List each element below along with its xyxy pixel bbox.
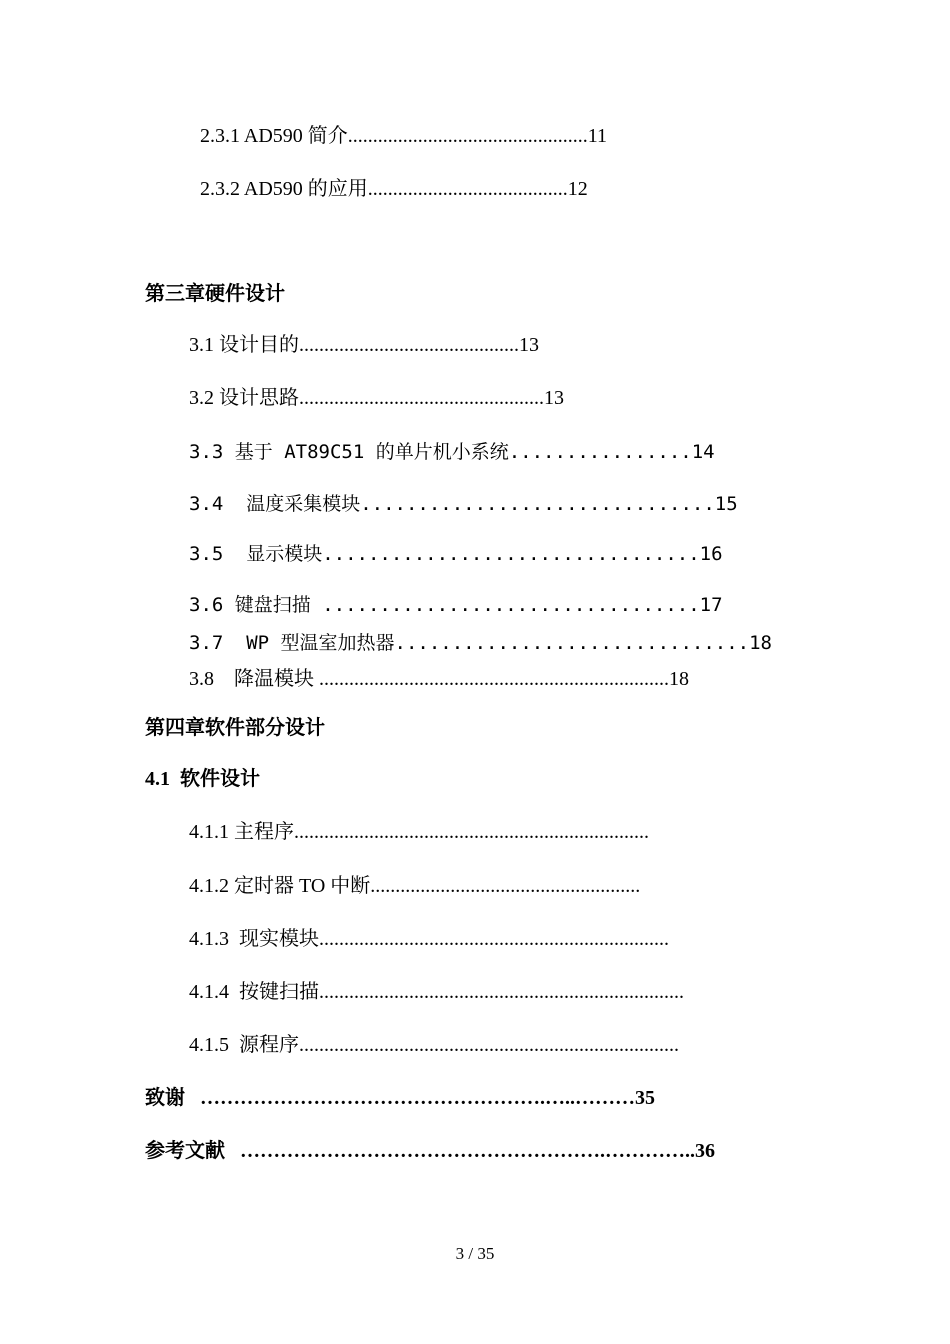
toc-chapter-4: 第四章软件部分设计 bbox=[145, 717, 325, 739]
toc-entry-4-1-4: 4.1.4 按键扫描......................................................................... bbox=[189, 981, 684, 1003]
toc-entry-3-1: 3.1 设计目的............................................13 bbox=[189, 334, 539, 356]
page-number: 3 / 35 bbox=[455, 1244, 495, 1263]
toc-entry-4-1-1: 4.1.1 主程序....................................................................... bbox=[189, 821, 649, 843]
toc-entry-4-1-5: 4.1.5 源程序............................................................................ bbox=[189, 1034, 679, 1056]
toc-entry-3-7: 3.7 WP 型温室加热器...............................18 bbox=[189, 632, 772, 654]
toc-entry-3-6: 3.6 键盘扫描 .................................17 bbox=[189, 594, 723, 616]
toc-entry-4-1-3: 4.1.3 现实模块...................................................................... bbox=[189, 928, 669, 950]
toc-entry-3-3: 3.3 基于 AT89C51 的单片机小系统................14 bbox=[189, 441, 715, 463]
toc-entry-4-1-2: 4.1.2 定时器 TO 中断...................................................... bbox=[189, 875, 641, 897]
toc-entry-2-3-1: 2.3.1 AD590 简介................................................11 bbox=[200, 125, 608, 147]
toc-entry-3-4: 3.4 温度采集模块...............................15 bbox=[189, 493, 738, 515]
toc-references: 参考文献 ……………………………………………….…………..36 bbox=[145, 1140, 715, 1162]
toc-entry-3-2: 3.2 设计思路.................................................13 bbox=[189, 387, 564, 409]
toc-chapter-3: 第三章硬件设计 bbox=[145, 283, 285, 305]
toc-acknowledgements: 致谢 …………………………………………….…..………35 bbox=[145, 1087, 655, 1109]
toc-entry-2-3-2: 2.3.2 AD590 的应用........................................12 bbox=[200, 178, 588, 200]
toc-entry-4-1: 4.1 软件设计 bbox=[145, 768, 260, 790]
toc-entry-3-8: 3.8 降温模块 ......................................................................18 bbox=[189, 668, 689, 690]
toc-entry-3-5: 3.5 显示模块.................................16 bbox=[189, 543, 723, 565]
